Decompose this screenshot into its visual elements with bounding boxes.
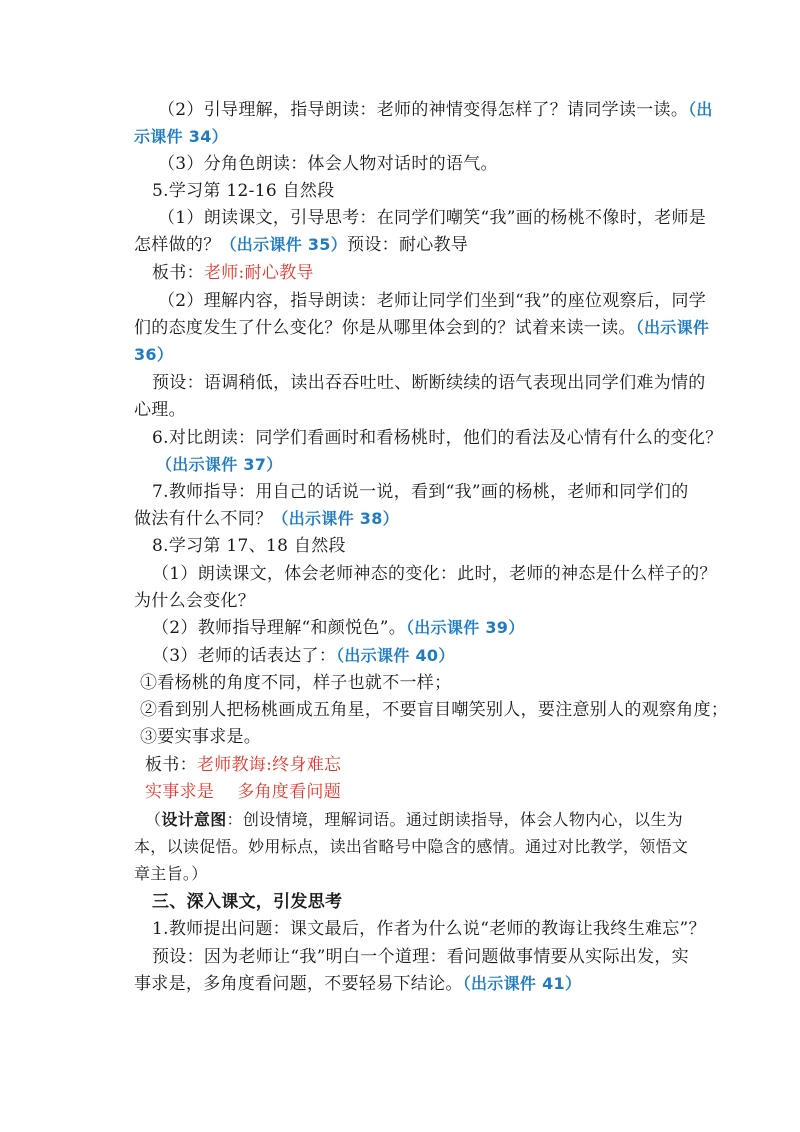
courseware-ref: （出示课件 38）: [272, 509, 399, 528]
text-line: 7.教师指导：用自己的话说一说，看到“我”画的杨桃，老师和同学们的: [152, 482, 689, 502]
text-line: [134, 126, 228, 148]
list-item: ①看杨桃的角度不同，样子也就不一样；: [140, 673, 452, 693]
list-item: ②看到别人把杨桃画成五角星，不要盲目嘲笑别人，要注意别人的观察角度；: [140, 700, 729, 720]
courseware-ref: 36）: [134, 345, 174, 364]
courseware-ref: （出示课件: [635, 318, 710, 337]
text-line: （3）分角色朗读：体会人物对话时的语气。: [158, 154, 498, 174]
text-line: 预设：因为老师让“我”明白一个道理：看问题做事情要从实际出发，实: [152, 947, 689, 967]
text-line: 1.教师提出问题：课文最后，作者为什么说“老师的教诲让我终生难忘”？: [152, 919, 706, 939]
design-intent: 章主旨。）: [134, 864, 208, 883]
blackboard-note: 板书：老师教诲:终身难忘: [145, 755, 342, 775]
text-line: [134, 344, 173, 366]
courseware-ref: （出示课件 40）: [336, 646, 455, 665]
text-line: （1）朗读课文，体会老师神态的变化：此时，老师的神态是什么样子的？: [152, 564, 717, 584]
section-title: 5.学习第 12-16 自然段: [152, 181, 335, 201]
text-line: 怎样做的？（出示课件 35）预设：耐心教导: [134, 235, 469, 255]
text-line: [156, 454, 283, 476]
text-line: 事求是，多角度看问题，不要轻易下结论。（出示课件 41）: [134, 974, 582, 994]
section-title: 8.学习第 17、18 自然段: [152, 536, 346, 556]
courseware-ref: 示课件 34）: [134, 127, 228, 146]
text-line: （1）朗读课文，引导思考：在同学们嘲笑“我”画的杨桃不像时，老师是: [158, 208, 707, 228]
courseware-ref: （出示课件 35）: [220, 235, 348, 254]
text-line: 们的态度发生了什么变化？你是从哪里体会到的？试着来读一读。（出示课件: [134, 318, 710, 338]
blackboard-note: 板书：老师:耐心教导: [152, 263, 314, 283]
courseware-ref: （出示课件 39）: [406, 618, 525, 637]
text-line: （3）老师的话表达了：（出示课件 40）: [152, 646, 455, 666]
text-line: 为什么会变化？: [134, 591, 256, 611]
courseware-ref: （出示课件 37）: [156, 455, 283, 474]
text-line: （2）教师指导理解“和颜悦色”。（出示课件 39）: [152, 618, 525, 638]
text-line: （2）理解内容，指导朗读：老师让同学们坐到“我”的座位观察后，同学: [158, 291, 707, 311]
design-intent: 本，以读促悟。妙用标点，读出省略号中隐含的感情。通过对比教学，领悟文: [134, 837, 689, 856]
text-line: 6.对比朗读：同学们看画时和看杨桃时，他们的看法及心情有什么的变化？: [152, 428, 723, 448]
text-line: 做法有什么不同？（出示课件 38）: [134, 509, 399, 529]
text-line: （2）引导理解，指导朗读：老师的神情变得怎样了？请同学读一读。（出: [158, 100, 713, 120]
text-line: 心理。: [134, 400, 186, 420]
blackboard-note: 实事求是 多角度看问题: [145, 782, 342, 802]
list-item: ③要实事求是。: [140, 727, 262, 747]
courseware-ref: （出: [688, 100, 713, 119]
design-intent: （设计意图：创设情境，理解词语。通过朗读指导，体会人物内心，以生为: [145, 810, 683, 829]
courseware-ref: （出示课件 41）: [462, 974, 582, 993]
text-line: 预设：语调稍低，读出吞吞吐吐、断断续续的语气表现出同学们难为情的: [152, 373, 706, 393]
section-heading: 三、深入课文，引发思考: [152, 892, 343, 912]
